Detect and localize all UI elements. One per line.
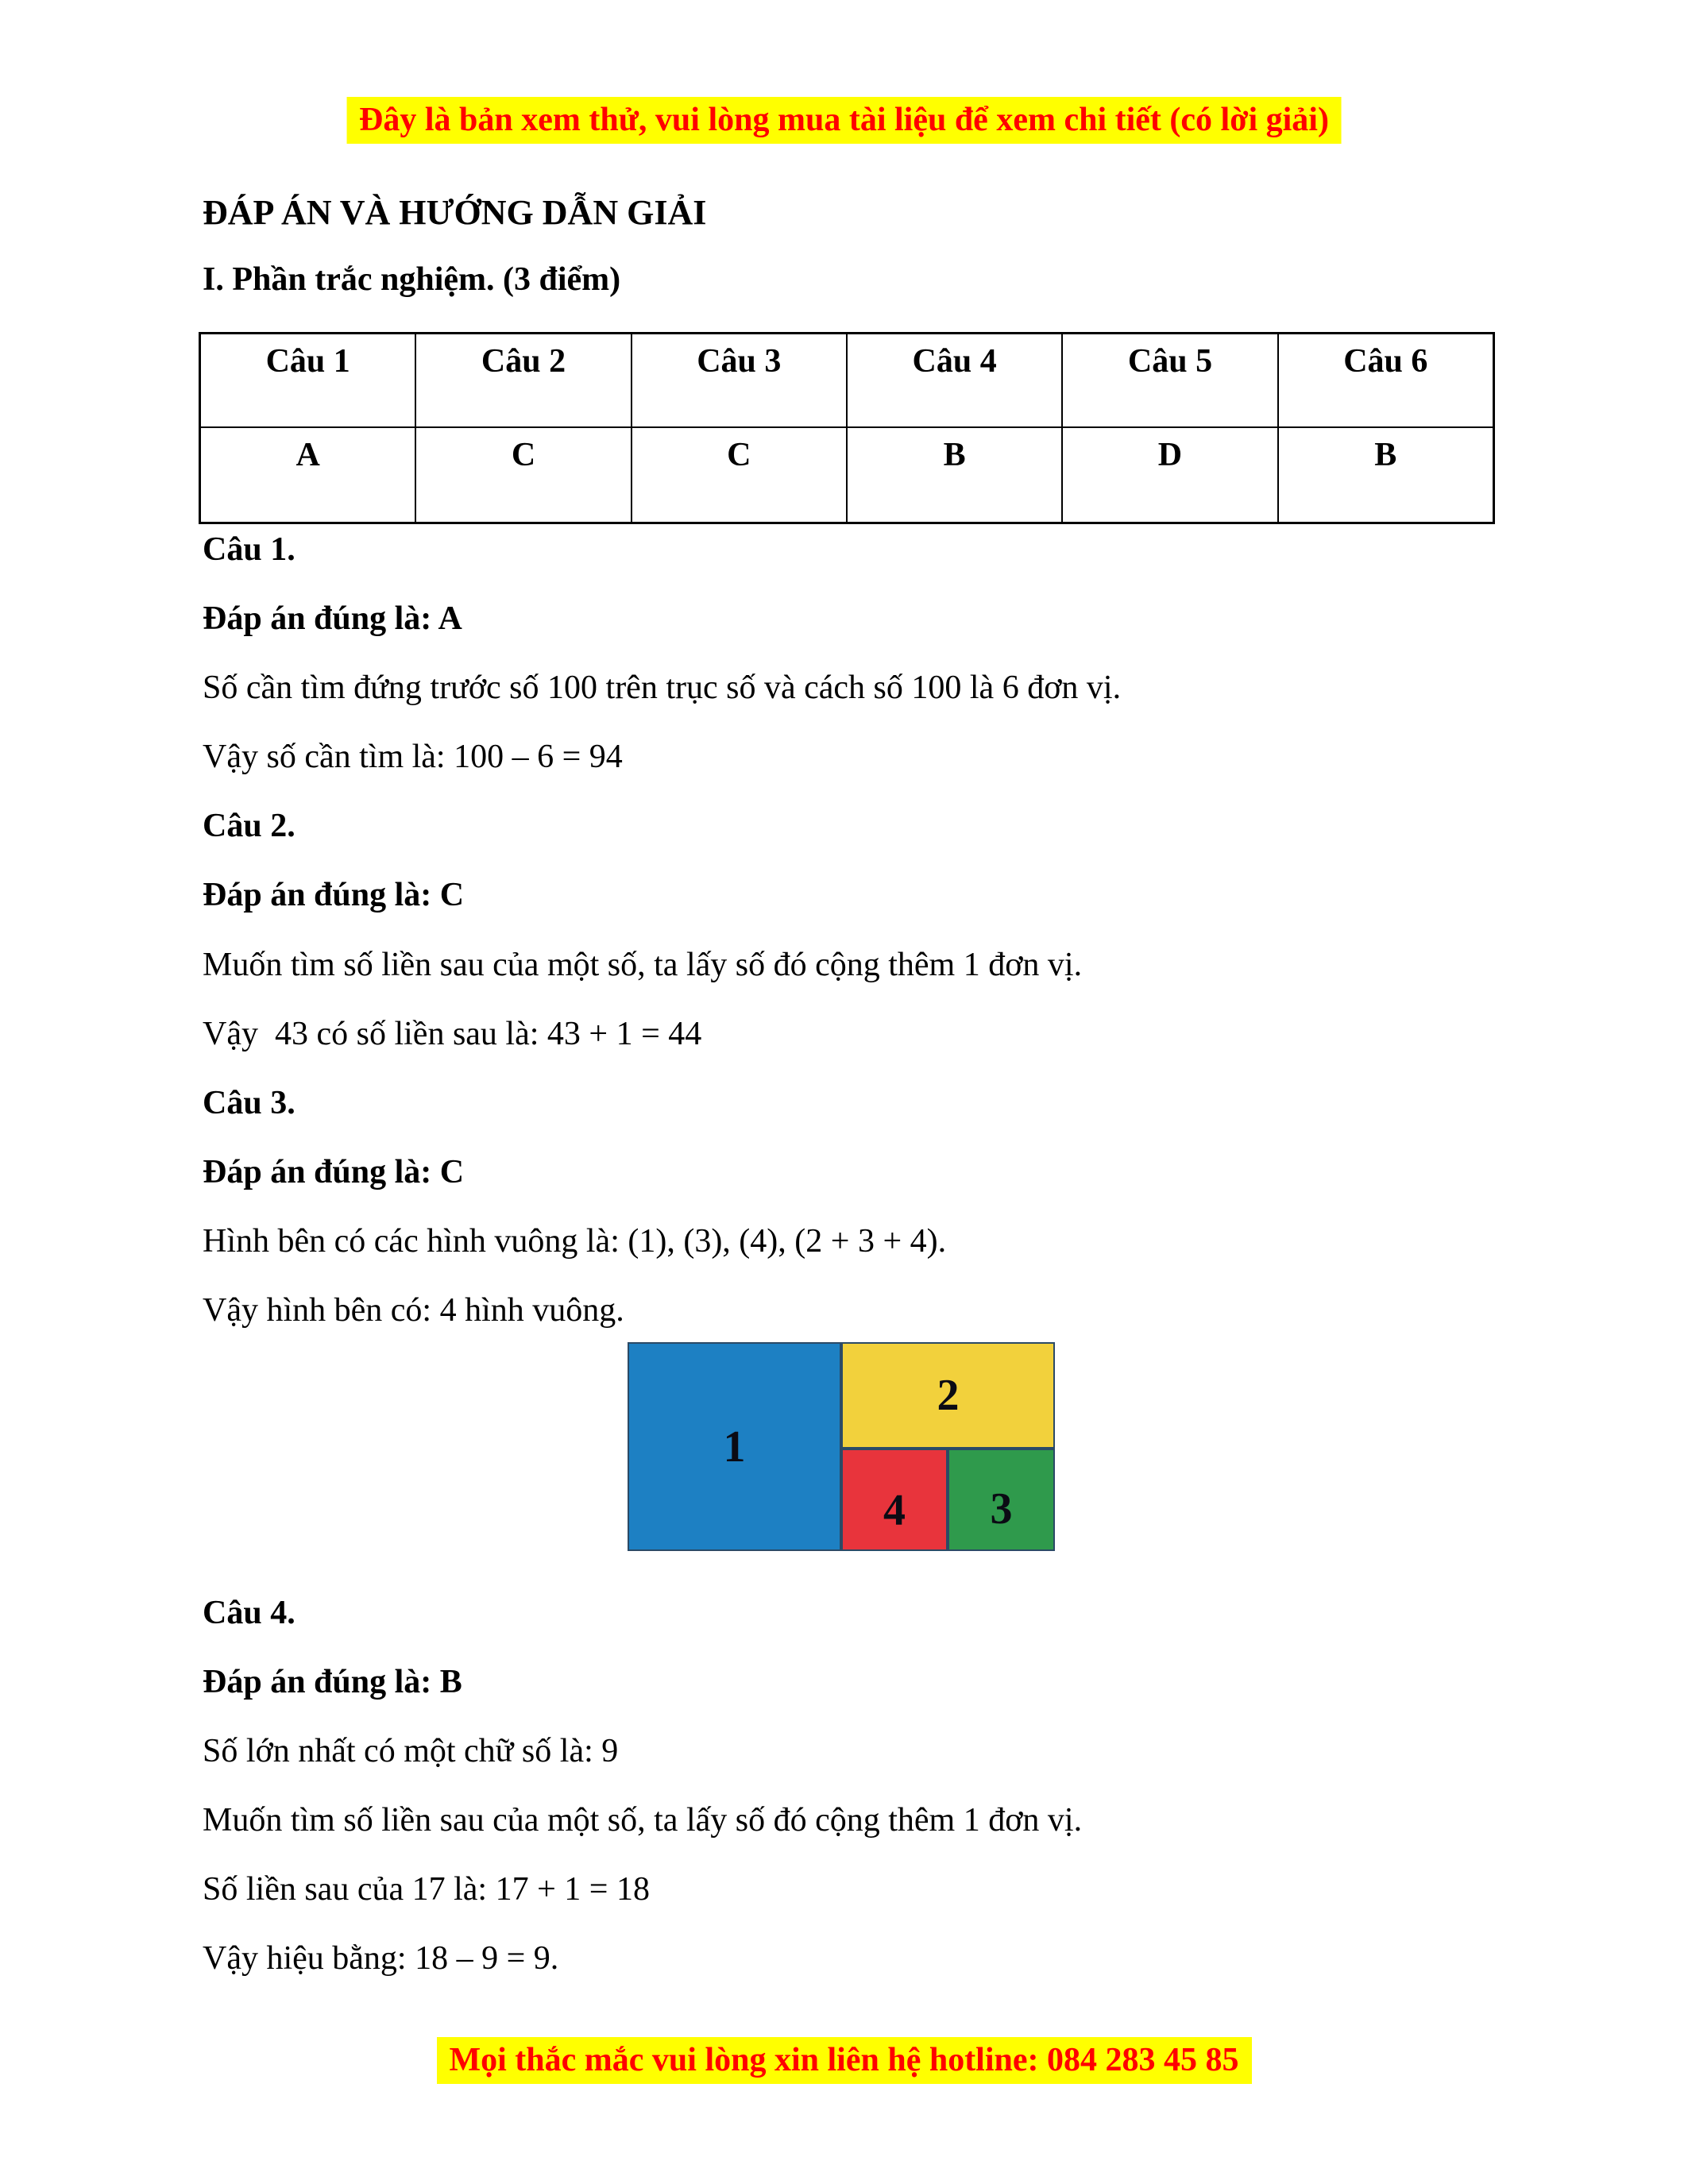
answer-table xyxy=(199,332,1495,524)
answer-table-answer-cell: C xyxy=(416,428,632,522)
solution-heading: Câu 1. xyxy=(203,531,295,568)
answer-statement: Đáp án đúng là: C xyxy=(203,1154,465,1190)
solution-line: Muốn tìm số liền sau của một số, ta lấy số đó cộng thêm 1 đơn vị. xyxy=(203,947,1083,983)
figure-label-2: 2 xyxy=(937,1371,960,1420)
squares-figure xyxy=(628,1342,1055,1551)
answer-table-header-cell: Câu 5 xyxy=(1063,334,1278,426)
solution-heading: Câu 2. xyxy=(203,808,295,844)
answer-table-header-cell: Câu 1 xyxy=(201,334,416,426)
figure-region-3 xyxy=(948,1449,1055,1551)
hotline-footer-text: Mọi thắc mắc vui lòng xin liên hệ hotline: 084 283 45 85 xyxy=(436,2037,1251,2084)
answer-statement: Đáp án đúng là: C xyxy=(203,877,465,913)
solution-line: Vậy 43 có số liền sau là: 43 + 1 = 44 xyxy=(203,1016,702,1052)
answer-table-answer-row xyxy=(201,428,1493,522)
solution-line: Vậy hình bên có: 4 hình vuông. xyxy=(203,1292,624,1329)
solution-line: Số lớn nhất có một chữ số là: 9 xyxy=(203,1733,619,1769)
solution-line: Muốn tìm số liền sau của một số, ta lấy số đó cộng thêm 1 đơn vị. xyxy=(203,1802,1083,1839)
answer-table-answer-cell: B xyxy=(1374,437,1397,473)
preview-banner xyxy=(346,97,1342,144)
solution-line: Vậy số cần tìm là: 100 – 6 = 94 xyxy=(203,739,623,775)
figure-label-1: 1 xyxy=(723,1422,746,1472)
figure-region-4 xyxy=(841,1449,948,1551)
solution-heading: Câu 3. xyxy=(203,1085,295,1121)
hotline-footer xyxy=(436,2037,1251,2084)
answer-table-answer-cell: D xyxy=(1063,428,1278,522)
page-title: ĐÁP ÁN VÀ HƯỚNG DẪN GIẢI xyxy=(203,193,707,232)
solution-line: Vậy hiệu bằng: 18 – 9 = 9. xyxy=(203,1940,559,1977)
answer-table-header-cell: Câu 6 xyxy=(1343,343,1428,380)
figure-region-2 xyxy=(841,1342,1055,1449)
answer-table-header-row xyxy=(201,334,1493,428)
answer-table-header-cell: Câu 3 xyxy=(632,334,848,426)
answer-table-answer-cell: B xyxy=(848,428,1063,522)
answer-table-answer-cell: C xyxy=(632,428,848,522)
answer-statement: Đáp án đúng là: B xyxy=(203,1664,462,1700)
answer-statement: Đáp án đúng là: A xyxy=(203,600,462,637)
figure-label-3: 3 xyxy=(990,1484,1013,1534)
figure-region-1 xyxy=(628,1342,841,1551)
answer-table-answer-cell: A xyxy=(201,428,416,522)
section-heading: I. Phần trắc nghiệm. (3 điểm) xyxy=(203,261,621,298)
answer-table-header-cell: Câu 2 xyxy=(416,334,632,426)
solution-heading: Câu 4. xyxy=(203,1595,295,1631)
solution-line: Số liền sau của 17 là: 17 + 1 = 18 xyxy=(203,1871,650,1908)
solution-line: Số cần tìm đứng trước số 100 trên trục số và cách số 100 là 6 đơn vị. xyxy=(203,669,1122,706)
preview-banner-text: Đây là bản xem thử, vui lòng mua tài liệu để xem chi tiết (có lời giải) xyxy=(346,97,1342,144)
figure-label-4: 4 xyxy=(883,1485,906,1535)
solution-line: Hình bên có các hình vuông là: (1), (3), (4), (2 + 3 + 4). xyxy=(203,1223,947,1260)
answer-table-header-cell: Câu 4 xyxy=(848,334,1063,426)
